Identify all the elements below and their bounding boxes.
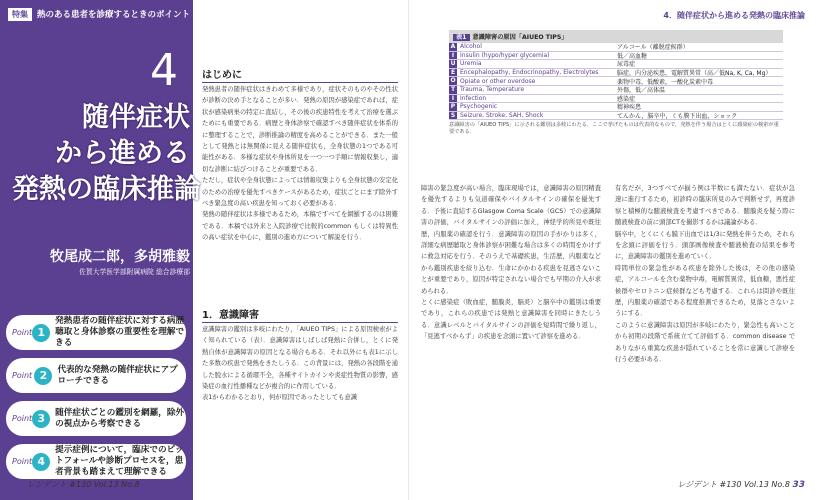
running-head: 4．随伴症状から進める発熱の臨床推論 xyxy=(663,11,805,20)
section-heading-intro: はじめに xyxy=(202,66,398,83)
right-column-2: 有名だが，3つすべてが揃う例は半数にも満たない．症状が急速に進行するため，初診時の臨床所見のみで判断せず，再度診察と積極的な髄液検査を考慮すべきである．髄膜炎を疑う際に髄液検査の前に頭部CTを撮影するかは議論がある． 脳卒中，とくにくも膜下出血では1/3に発熱を伴うため，それらを念頭に評価を行う．頭部画像検査や髄液検査の結果を参考に，意識障害の鑑別を進めていく． 時間単位の緊急性がある疾患を除外した後は，その他の感染症，アルコールを含む薬物中毒，電解質異常，低血糖，悪性症候群やセロトニン症候群なども考慮する．これらは問診や既往歴，内服薬の確認である程度推測できるため，見落とさないようにする． このように意識障害は原因が多岐にわたり，緊急性も高いことから初期の段階で系統立てて評価する．common disease でありながら重篤な疾患が隠れていることを常に意識して診療を行う必要がある． xyxy=(615,185,795,364)
point-text: 随伴症状ごとの鑑別を網羅，除外の視点から考察できる xyxy=(55,407,185,429)
points-list xyxy=(6,315,186,487)
table-japanese: 薬物中毒，低酸素，一酸化炭素中毒 xyxy=(617,78,714,86)
table-english: Encephalopathy, Endocrinopathy, Electrolytes xyxy=(460,69,599,77)
point-item xyxy=(6,358,186,393)
point-number: 4 xyxy=(32,453,50,471)
point-label: Point xyxy=(12,457,33,466)
table-english: Alcohol xyxy=(460,43,482,51)
page-footer-right xyxy=(677,479,805,490)
title-line: 発熱の臨床推論 xyxy=(12,174,201,205)
table-label: 表1 xyxy=(453,34,470,41)
table-letter: A xyxy=(450,43,456,50)
table-row xyxy=(449,112,783,121)
aiueo-table xyxy=(449,30,783,136)
authors: 牧尾成二郎，多胡雅毅 xyxy=(50,249,190,265)
table-caption xyxy=(449,30,783,43)
title-line: から進める xyxy=(55,138,190,169)
point-number: 3 xyxy=(32,410,50,428)
point-text: 代表的な発熱の随伴症状にアプローチできる xyxy=(57,364,178,386)
issue-info: #130 Vol.13 No.8 xyxy=(69,480,140,489)
page-number: 32 xyxy=(12,480,25,490)
table-english: Trauma, Temperature xyxy=(460,86,525,94)
table-body xyxy=(449,43,783,120)
table-japanese: 精神疾患 xyxy=(617,104,642,112)
table-letter: O xyxy=(450,77,456,85)
point-number: 1 xyxy=(32,324,50,342)
table-japanese: 脳症，内分泌疾患，電解質異常（高／低Na, K, Ca, Mg） xyxy=(617,70,772,78)
table-english: Infection xyxy=(460,94,487,102)
point-text: 発熱患者の随伴症状に対する病歴聴取と身体診察の重要性を理解できる xyxy=(55,316,185,348)
right-column-1: 障害の緊急度が高い場合，臨床現場では，意識障害の原因精査を優先するよりも気道確保やバイタルサインの確保を優先する．予後に直結するGlasgow Coma Scale（GCS）での意識障害の評価，バイタルサインの評価に加え，神経学的所見や既往歴，内服薬の確認を行う．意識障害の原因の手がかりは多く，詳細な病歴聴取と身体診察が困難な場合は多くの時間をかけずに救急対応を行う．そのうえで基礎疾患，生活歴，内服薬などから鑑別疾患を絞り込む．生命にかかわる疾患を見逃さないことが重要であり，原因が特定されない場合でも早期の介入が求められる． とくに感染症（敗血症，髄膜炎，脳炎）と脳卒中の鑑別は重要であり，これらの疾患では発熱と意識障害を同時にきたしうる．意識レベルとバイタルサインの評価を短時間で繰り返し，「見逃すべからず」の疾患を念頭に置いて診察を進める． xyxy=(421,185,601,341)
table-japanese: アルコール（離脱症候群） xyxy=(617,44,689,52)
left-page xyxy=(0,0,408,500)
point-item xyxy=(6,401,186,436)
table-letter: I xyxy=(449,95,457,103)
table-japanese: 感染症 xyxy=(617,95,636,103)
table-japanese: 尿毒症 xyxy=(617,61,636,69)
intro-text: 発熱患者の随伴症状はきわめて多様であり，症状そのものやその性状が診断の決め手となることが多い．発熱の原因が感染症であれば，症状が感染病巣の特定に直結し，その後の疾患特性を考えて治療を選ぶためにも重要である．病歴と身体診察で確認すべき随伴症状を体系的に整理することで，診断推論の精度を高めることができる．また一般として発熱とは無関係に見える随伴症状も，全身状態の1つである可能性がある．多様な症状や身体所見を一つ一つ手順に情報収集し，適切な診断に結びつけることが重要である． ただし，症状や全身状態によっては情報収集よりも全身状態の安定化のための治療を優先すべきケースがあるため，症状ごとにまず除外すべき緊急度の高い疾患を知っておく必要がある． 発熱の随伴症状は多様であるため，本稿ですべてを網羅するのは困難である．本稿では外来と入院診療で比較的common もしくは特異性の高い症状を中心に，鑑別の進め方について解説を行う． xyxy=(202,86,398,242)
table-letter: S xyxy=(450,111,456,119)
point-item xyxy=(6,444,186,479)
table-title: 意識障害の原因「AIUEO TIPS」 xyxy=(472,34,568,41)
table-letter: I xyxy=(449,52,457,60)
point-label: Point xyxy=(12,328,33,337)
magazine-name: レジデント xyxy=(27,480,67,489)
title-line: 随伴症状 xyxy=(82,102,190,133)
section-heading-1: 1．意識障害 xyxy=(202,306,398,323)
issue-info: #130 Vol.13 No.8 xyxy=(719,480,790,489)
table-note: 意識障害の「AIUEO TIPS」に示される鑑別は多岐にわたる．ここで挙げたものは代表的なもので，発熱を伴う場合はとくに感染症の検索が重要である． xyxy=(449,122,779,136)
section-1-text: 意識障害の鑑別は多岐にわたり，「AIUEO TIPS」による原因検索がよく知られている（表）．意識障害はしばしば発熱に合併し，とくに発熱自体が意識障害の原因となる場合もある．それ以外にも表1に示した多数の疾患で発熱をきたしうる．この背景には，発熱の各段階を通した脱水による循環不全，各種サイトカインや炎症性物質の影響，感染症の血行性播種などが複合的に作用している． 表1からわかるとおり，何が原因であったとしても意識 xyxy=(202,326,398,402)
table-letter: U xyxy=(450,60,456,68)
page-number: 33 xyxy=(792,480,805,490)
point-item xyxy=(6,315,186,350)
feature-tagline: 熱のある患者を診療するときのポイント xyxy=(37,10,191,20)
right-page xyxy=(409,0,817,500)
affiliation: 佐賀大学医学部附属病院 総合診療部 xyxy=(79,268,190,276)
feature-bar xyxy=(0,6,193,22)
point-label: Point xyxy=(12,371,33,380)
page-footer-left xyxy=(12,479,140,490)
table-japanese: てんかん，脳卒中，くも膜下出血，ショック xyxy=(617,113,738,121)
feature-tag: 特集 xyxy=(8,8,32,21)
table-english: Uremia xyxy=(460,60,482,68)
title-panel xyxy=(0,0,201,500)
table-english: Insulin (hypo/hyper glycemia) xyxy=(460,51,550,59)
table-letter: T xyxy=(450,85,456,93)
table-english: Opiate or other overdose xyxy=(460,77,536,85)
table-letter: P xyxy=(450,103,456,111)
point-number: 2 xyxy=(34,367,52,385)
table-english: Psychogenic xyxy=(460,103,498,111)
table-japanese: 外傷，低／高体温 xyxy=(617,87,666,95)
point-text: 提示症例について，臨床でのピットフォールや診断プロセスを，患者背景も踏まえて理解できる xyxy=(55,445,184,477)
magazine-name: レジデント xyxy=(677,480,717,489)
article-title xyxy=(12,100,201,208)
point-label: Point xyxy=(12,414,33,423)
table-letter: E xyxy=(450,68,456,76)
table-english: Seizure, Stroke, SAH, Shock xyxy=(460,112,544,120)
chapter-number: 4 xyxy=(150,45,178,96)
table-japanese: 低／高血糖 xyxy=(617,52,648,60)
